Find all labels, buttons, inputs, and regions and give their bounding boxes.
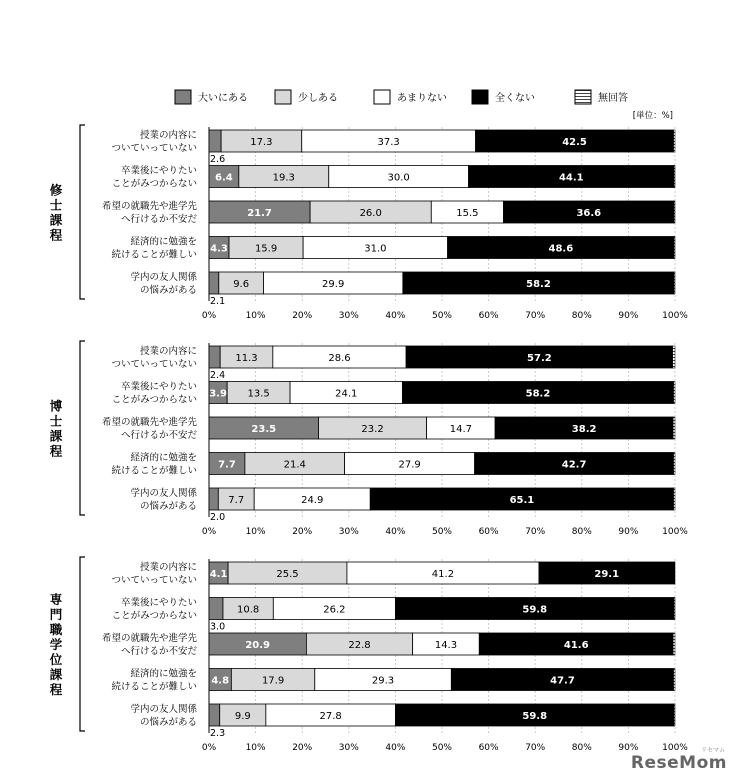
data-label: 2.6 xyxy=(210,154,226,165)
x-tick-label: 50% xyxy=(431,527,453,537)
x-tick-label: 70% xyxy=(525,527,546,537)
data-label: 2.1 xyxy=(210,296,226,307)
category-label: の悩みがある xyxy=(139,501,197,512)
data-label: 23.5 xyxy=(251,424,277,435)
bar-segment xyxy=(674,453,675,475)
data-label: 17.9 xyxy=(261,675,285,687)
category-label: ついていっていない xyxy=(111,359,197,370)
x-tick-label: 50% xyxy=(431,743,453,753)
x-tick-label: 40% xyxy=(385,743,406,753)
data-label: 24.9 xyxy=(301,495,324,506)
data-label: 29.1 xyxy=(594,569,620,580)
legend-swatch xyxy=(374,90,390,104)
x-tick-label: 20% xyxy=(292,743,313,753)
data-label: 48.6 xyxy=(548,243,574,255)
x-tick-label: 60% xyxy=(478,527,499,537)
x-tick-label: 50% xyxy=(431,311,453,321)
data-label: 14.3 xyxy=(434,640,458,651)
x-tick-label: 10% xyxy=(245,527,266,537)
legend-label: 全くない xyxy=(495,93,535,104)
data-label: 47.7 xyxy=(550,675,575,687)
x-tick-label: 20% xyxy=(292,527,313,537)
category-label: へ行けるか不安だ xyxy=(120,430,197,441)
x-tick-label: 30% xyxy=(338,527,359,537)
x-tick-label: 100% xyxy=(662,743,688,753)
group-bracket xyxy=(80,341,85,515)
category-label: 学内の友人関係 xyxy=(130,704,197,715)
legend-swatch xyxy=(472,90,488,104)
category-label: の悩みがある xyxy=(139,717,197,728)
legend-label: 大いにある xyxy=(198,93,248,104)
legend-swatch xyxy=(275,90,291,104)
data-label: 36.6 xyxy=(576,208,602,219)
bar-segment xyxy=(674,382,675,404)
data-label: 14.7 xyxy=(449,424,473,435)
bar-segment xyxy=(674,488,675,510)
data-label: 26.2 xyxy=(323,604,346,616)
data-label: 44.1 xyxy=(558,172,584,184)
data-label: 23.2 xyxy=(361,424,384,435)
data-label: 58.2 xyxy=(525,388,551,400)
x-tick-label: 10% xyxy=(245,311,266,321)
data-label: 4.1 xyxy=(209,569,228,580)
bar-segment xyxy=(674,166,675,188)
x-tick-label: 80% xyxy=(571,311,592,321)
x-tick-label: 80% xyxy=(571,743,592,753)
x-tick-label: 0% xyxy=(201,743,217,753)
group-bracket xyxy=(80,557,85,731)
x-tick-label: 80% xyxy=(571,527,592,537)
x-tick-label: 0% xyxy=(201,311,217,321)
legend xyxy=(175,90,673,121)
category-label: 続けることが難しい xyxy=(111,681,197,693)
bar-segment xyxy=(674,669,675,691)
data-label: 2.0 xyxy=(210,512,226,523)
data-label: 27.8 xyxy=(319,711,342,722)
data-label: 21.4 xyxy=(283,459,306,471)
data-label: 20.9 xyxy=(245,640,271,651)
bars xyxy=(209,130,675,726)
category-label: ことがみつからない xyxy=(111,610,197,622)
category-label: ことがみつからない xyxy=(111,178,197,190)
category-label: 卒業後にやりたい xyxy=(120,165,197,177)
data-label: 22.8 xyxy=(348,640,371,651)
category-label: ことがみつからない xyxy=(111,394,197,406)
data-label: 4.8 xyxy=(211,675,230,687)
x-tick-label: 90% xyxy=(618,527,639,537)
category-label: 希望の就職先や進学先 xyxy=(101,201,197,212)
category-label: 続けることが難しい xyxy=(111,465,197,477)
x-tick-label: 70% xyxy=(525,311,546,321)
data-label: 10.8 xyxy=(237,604,260,616)
data-label: 15.9 xyxy=(254,243,278,255)
legend-swatch xyxy=(575,90,591,104)
category-label: 経済的に勉強を xyxy=(130,452,197,464)
data-label: 26.0 xyxy=(359,208,382,219)
data-label: 2.3 xyxy=(210,728,226,739)
data-label: 21.7 xyxy=(247,208,272,219)
x-tick-label: 0% xyxy=(201,527,217,537)
watermark-text: ReseMom xyxy=(630,753,727,773)
x-tick-label: 10% xyxy=(245,743,266,753)
data-label: 59.8 xyxy=(522,604,548,616)
category-label: 授業の内容に xyxy=(139,346,197,357)
x-tick-label: 70% xyxy=(525,743,546,753)
x-tick-label: 40% xyxy=(385,311,406,321)
category-label: 経済的に勉強を xyxy=(130,668,197,680)
bar-segment xyxy=(209,346,220,368)
data-label: 13.5 xyxy=(247,388,270,400)
data-label: 9.6 xyxy=(233,279,250,290)
group-label: 専門職学位課程 xyxy=(49,592,63,697)
data-label: 65.1 xyxy=(509,495,535,506)
x-tick-label: 100% xyxy=(662,311,688,321)
data-label: 42.5 xyxy=(562,137,587,148)
x-tick-label: 60% xyxy=(478,743,499,753)
category-label: 続けることが難しい xyxy=(111,249,197,261)
category-label: 学内の友人関係 xyxy=(130,488,197,499)
category-label: の悩みがある xyxy=(139,285,197,296)
x-tick-label: 60% xyxy=(478,311,499,321)
unit-note: [単位：%] xyxy=(632,111,673,121)
bar-segment xyxy=(209,704,220,726)
bar-segment xyxy=(674,598,675,620)
data-label: 38.2 xyxy=(571,424,597,435)
legend-swatch xyxy=(175,90,191,104)
category-label: 授業の内容に xyxy=(139,562,197,573)
bar-segment xyxy=(673,417,675,439)
category-label: ついていっていない xyxy=(111,143,197,154)
data-label: 28.6 xyxy=(328,353,351,364)
data-label: 58.2 xyxy=(526,279,551,290)
data-label: 24.1 xyxy=(335,388,358,400)
data-label: 9.9 xyxy=(234,711,251,722)
data-label: 19.3 xyxy=(272,172,295,184)
x-tick-label: 100% xyxy=(662,527,688,537)
data-label: 41.6 xyxy=(563,640,589,651)
group-label: 修士課程 xyxy=(49,182,63,243)
data-label: 41.2 xyxy=(431,569,455,580)
data-label: 17.3 xyxy=(250,137,273,148)
legend-label: 少しある xyxy=(298,93,338,104)
bar-segment xyxy=(674,704,675,726)
category-label: 希望の就職先や進学先 xyxy=(101,417,197,428)
legend-label: あまりない xyxy=(397,93,447,104)
bar-segment xyxy=(209,488,218,510)
data-label: 15.5 xyxy=(456,208,479,219)
data-label: 7.7 xyxy=(218,459,236,471)
category-label: 希望の就職先や進学先 xyxy=(101,633,197,644)
data-label: 29.9 xyxy=(322,279,345,290)
data-label: 3.0 xyxy=(210,621,226,633)
category-label: 学内の友人関係 xyxy=(130,272,197,283)
category-label: 授業の内容に xyxy=(139,130,197,141)
watermark-subtext: リセマム xyxy=(701,747,725,754)
bar-segment xyxy=(673,633,675,655)
x-tick-label: 30% xyxy=(338,743,359,753)
x-tick-label: 30% xyxy=(338,311,359,321)
bar-segment xyxy=(674,237,675,259)
data-label: 25.5 xyxy=(276,569,299,580)
data-label: 6.4 xyxy=(215,172,233,184)
x-tick-label: 20% xyxy=(292,311,313,321)
data-label: 57.2 xyxy=(527,353,552,364)
bar-segment xyxy=(209,272,219,294)
bar-segment xyxy=(674,130,675,152)
bar-segment xyxy=(209,598,223,620)
x-tick-label: 40% xyxy=(385,527,406,537)
group-label: 博士課程 xyxy=(49,398,63,459)
data-label: 30.0 xyxy=(387,172,410,184)
x-tick-label: 90% xyxy=(618,743,639,753)
legend-label: 無回答 xyxy=(598,93,628,104)
data-label: 2.4 xyxy=(210,370,226,381)
x-tick-label: 90% xyxy=(618,311,639,321)
data-label: 59.8 xyxy=(522,711,548,722)
category-label: 経済的に勉強を xyxy=(130,236,197,248)
data-label: 42.7 xyxy=(561,459,587,471)
data-label: 3.9 xyxy=(209,388,227,400)
category-label: へ行けるか不安だ xyxy=(120,646,197,657)
bar-segment xyxy=(674,272,675,294)
group-bracket xyxy=(80,125,85,299)
category-label: ついていっていない xyxy=(111,575,197,586)
data-label: 4.3 xyxy=(210,243,228,255)
bar-segment xyxy=(209,130,221,152)
data-label: 37.3 xyxy=(377,137,400,148)
data-label: 11.3 xyxy=(235,353,258,364)
data-label: 31.0 xyxy=(364,243,387,255)
bar-segment xyxy=(674,201,675,223)
bar-segment xyxy=(673,346,675,368)
data-label: 7.7 xyxy=(228,495,245,506)
category-label: へ行けるか不安だ xyxy=(120,214,197,225)
category-label: 卒業後にやりたい xyxy=(120,597,197,609)
category-label: 卒業後にやりたい xyxy=(120,381,197,393)
data-label: 27.9 xyxy=(398,459,421,471)
data-label: 29.3 xyxy=(371,675,395,687)
